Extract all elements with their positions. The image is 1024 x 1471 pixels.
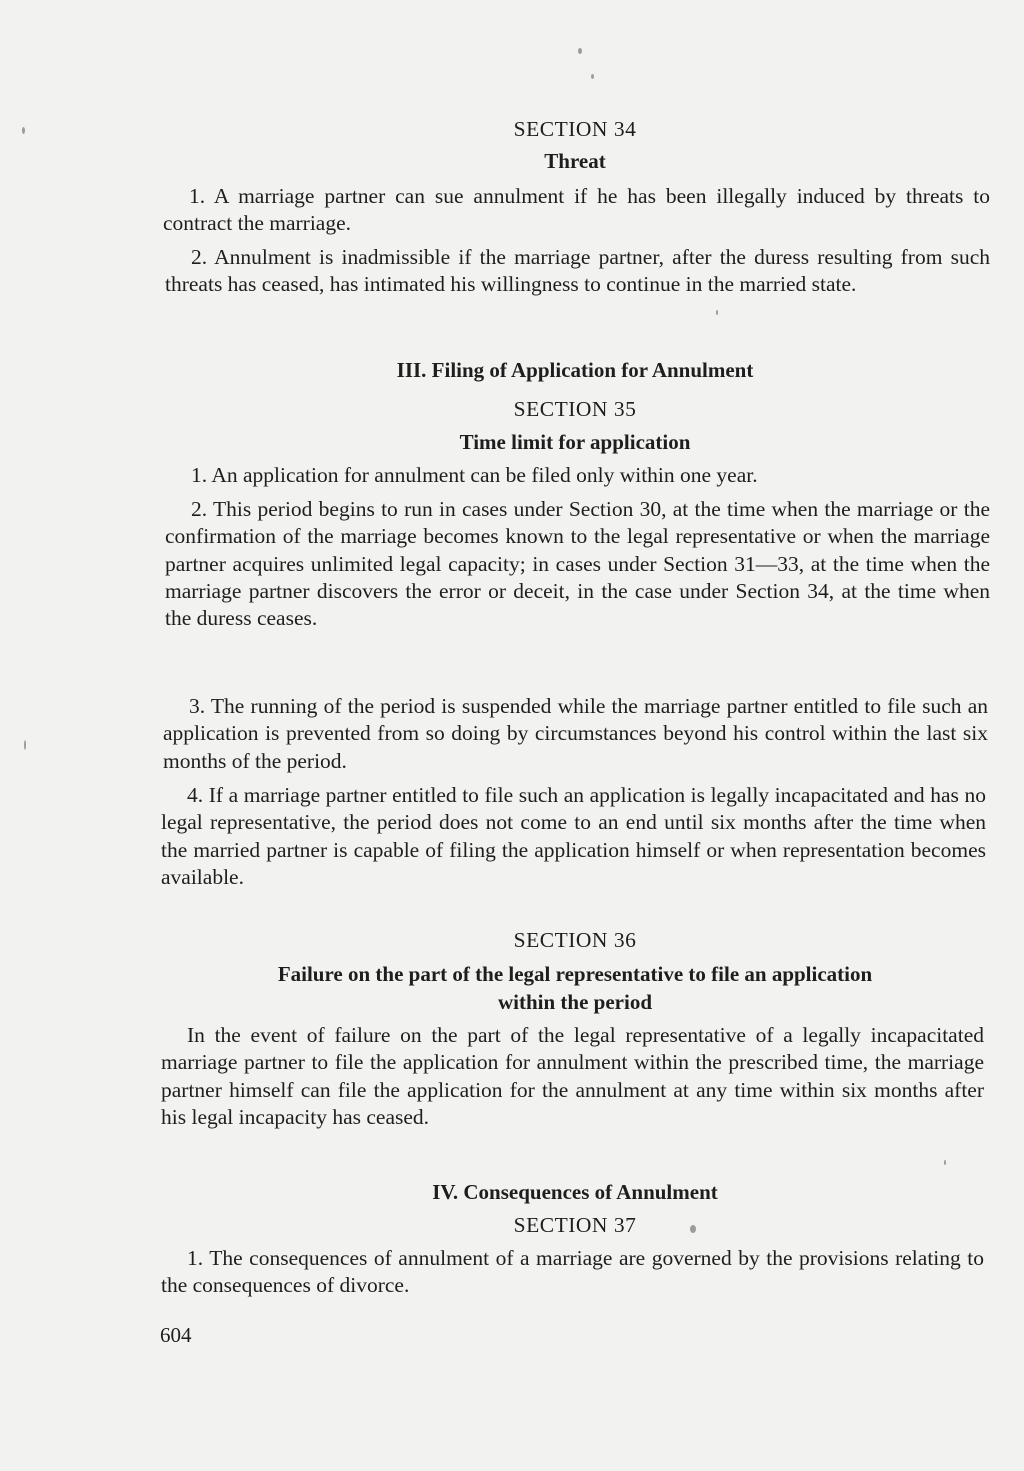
section-35-paragraph-1: 1. An application for annulment can be filed only within one year. bbox=[191, 463, 758, 487]
scan-speck bbox=[944, 1160, 946, 1165]
section-35-paragraph-2: 2. This period begins to run in cases under Section 30, at the time when the marriage or the confirmation of the marriage becomes known to the legal representative or when the marriage partner acquires unlimited legal capacity; in cases under Section 31—33, at the time when the marriage partner discovers the error or deceit, in the case under Section 34, at the time when the duress ceases. bbox=[165, 497, 990, 631]
section-36-title bbox=[160, 960, 990, 1016]
page-number: 604 bbox=[160, 1323, 192, 1347]
section-36-paragraph-1: In the event of failure on the part of the legal representative of a legally incapacitated marriage partner to file the application for annulment within the prescribed time, the marriage partner himself can file the application for the annulment at any time within six months after his legal incapacity has ceased. bbox=[161, 1023, 984, 1129]
scan-speck bbox=[690, 1225, 696, 1233]
scan-speck bbox=[24, 740, 26, 750]
scan-speck bbox=[716, 310, 718, 315]
scan-speck bbox=[22, 127, 25, 134]
section-36-heading: SECTION 36 bbox=[513, 928, 637, 952]
section-37-paragraph-1: 1. The consequences of annulment of a marriage are governed by the provisions relating to the consequences of divorce. bbox=[161, 1246, 984, 1298]
section-35-heading: SECTION 35 bbox=[513, 397, 637, 421]
section-37-heading: SECTION 37 bbox=[513, 1213, 637, 1237]
section-35-paragraph-4: 4. If a marriage partner entitled to file such an application is legally incapacitated and has no legal representative, the period does not come to an end until six months after the time when the married partner is capable of filing the application himself or when representation becomes available. bbox=[161, 783, 986, 889]
section-34-title: Threat bbox=[544, 149, 606, 173]
section-34-heading: SECTION 34 bbox=[513, 117, 637, 141]
part-3-title: III. Filing of Application for Annulment bbox=[396, 358, 754, 382]
section-35-paragraph-3: 3. The running of the period is suspended while the marriage partner entitled to file such an application is prevented from so doing by circumstances beyond his control within the last six months of the period. bbox=[163, 694, 988, 773]
section-34-paragraph-1: 1. A marriage partner can sue annulment if he has been illegally induced by threats to contract the marriage. bbox=[163, 184, 990, 236]
section-35-title: Time limit for application bbox=[459, 430, 691, 454]
section-34-paragraph-2: 2. Annulment is inadmissible if the marriage partner, after the duress resulting from such threats has ceased, has intimated his willingness to continue in the married state. bbox=[165, 245, 990, 297]
scan-speck bbox=[591, 74, 594, 79]
section-36-title-line-2: within the period bbox=[497, 990, 652, 1014]
scan-speck bbox=[578, 48, 582, 54]
part-4-title: IV. Consequences of Annulment bbox=[432, 1180, 718, 1204]
section-36-title-line-1: Failure on the part of the legal representative to file an application bbox=[277, 962, 873, 986]
